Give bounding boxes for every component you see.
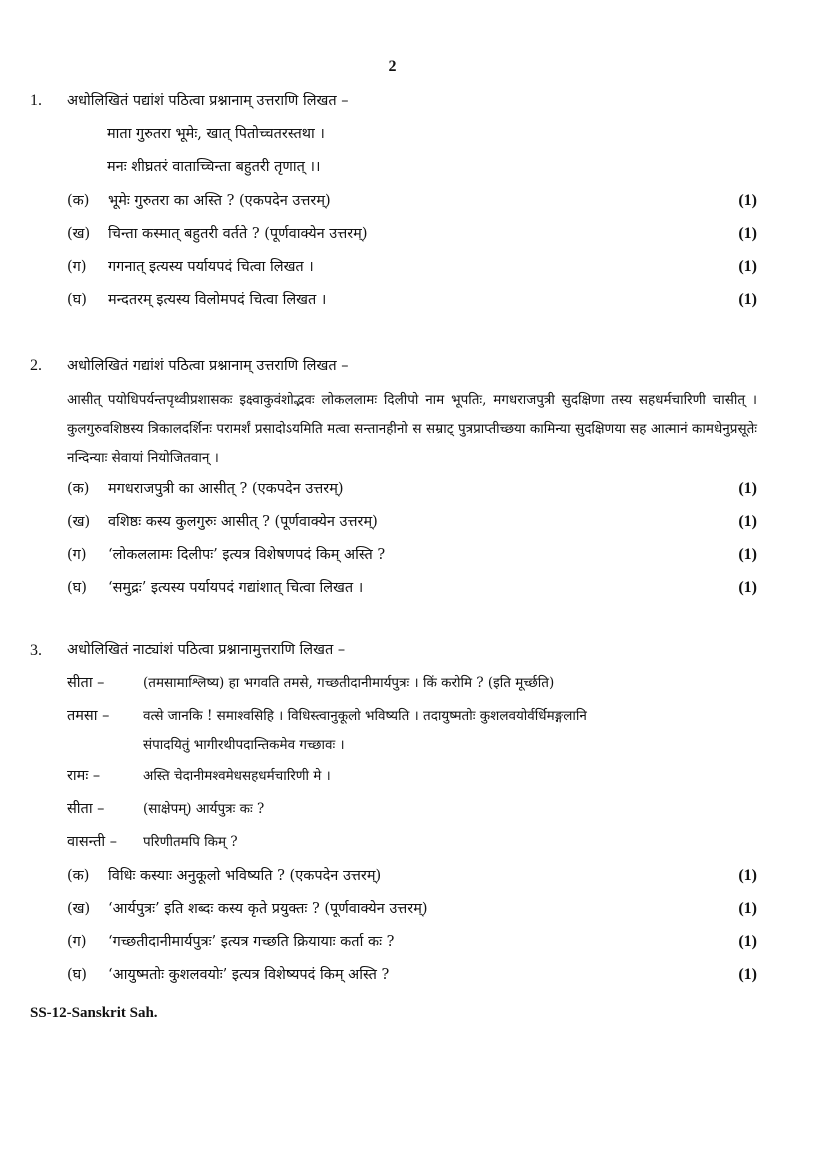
sub-text: ‘गच्छतीदानीमार्यपुत्रः’ इत्यत्र गच्छति क्रियायाः कर्ता कः ?	[108, 934, 395, 950]
marks: (1)	[738, 900, 757, 917]
sub-label: (घ)	[67, 580, 87, 596]
marks: (1)	[738, 867, 757, 884]
question-3-number: 3.	[30, 642, 42, 659]
dialogue-line: वत्से जानकि ! समाश्वसिहि । विधिस्त्वानुकूलो भविष्यति । तदायुष्मतोः कुशलवयोर्वर्धिमङ्गलानि	[143, 708, 587, 724]
marks: (1)	[738, 192, 757, 209]
sub-label: (ग)	[67, 547, 87, 563]
verse-line-1: माता गुरुतरा भूमेः, खात् पितोच्चतरस्तथा ।	[107, 126, 325, 142]
sub-label: (क)	[67, 193, 90, 209]
dialogue-line: (तमसामाश्लिष्य) हा भगवति तमसे, गच्छतीदानीमार्यपुत्रः । किं करोमि ? (इति मूर्च्छति)	[143, 675, 555, 691]
sub-label: (क)	[67, 868, 90, 884]
sub-label: (ख)	[67, 901, 91, 917]
sub-text: मन्दतरम् इत्यस्य विलोमपदं चित्वा लिखत ।	[108, 292, 327, 308]
sub-text: ‘आयुष्मतोः कुशलवयोः’ इत्यत्र विशेष्यपदं किम् अस्ति ?	[108, 967, 390, 983]
sub-text: गगनात् इत्यस्य पर्यायपदं चित्वा लिखत ।	[108, 259, 314, 275]
question-3-instruction: अधोलिखितं नाट्यांशं पठित्वा प्रश्नानामुत्तराणि लिखत –	[67, 642, 346, 658]
marks: (1)	[738, 513, 757, 530]
speaker: सीता –	[67, 801, 105, 817]
sub-label: (घ)	[67, 967, 87, 983]
sub-text: ‘समुद्रः’ इत्यस्य पर्यायपदं गद्यांशात् चित्वा लिखत ।	[108, 580, 364, 596]
marks: (1)	[738, 966, 757, 983]
sub-text: मगधराजपुत्री का आसीत् ? (एकपदेन उत्तरम्)	[108, 481, 344, 497]
sub-label: (घ)	[67, 292, 87, 308]
sub-label: (क)	[67, 481, 90, 497]
marks: (1)	[738, 225, 757, 242]
page-number: 2	[388, 58, 397, 75]
dialogue-line: अस्ति चेदानीमश्वमेधसहधर्मचारिणी मे ।	[143, 768, 331, 784]
question-2-instruction: अधोलिखितं गद्यांशं पठित्वा प्रश्नानाम् उत्तराणि लिखत –	[67, 358, 349, 374]
sub-text: भूमेः गुरुतरा का अस्ति ? (एकपदेन उत्तरम्)	[108, 193, 331, 209]
sub-text: चिन्ता कस्मात् बहुतरी वर्तते ? (पूर्णवाक्येन उत्तरम्)	[108, 226, 368, 242]
dialogue-line: परिणीतमपि किम् ?	[143, 834, 238, 850]
sub-label: (ग)	[67, 259, 87, 275]
question-2-passage: आसीत् पयोधिपर्यन्तपृथ्वीप्रशासकः इक्ष्वाकुवंशोद्भवः लोकललामः दिलीपो नाम भूपतिः, मगधराजपुत्री सुदक्षिणा तस्य सहधर्मचारिणी चासीत् । कुलगुरुवशिष्ठस्य त्रिकालदर्शिनः परामर्शं प्रसादोऽयमिति मत्वा सन्तानहीनो स सम्राट् पुत्रप्राप्तीच्छया कामिन्या सुदक्षिणया सह आत्मानं कामधेनुप्रसूतेः नन्दिन्याः सेवायां नियोजितवान् ।	[67, 392, 757, 466]
marks: (1)	[738, 258, 757, 275]
sub-text: ‘आर्यपुत्रः’ इति शब्दः कस्य कृते प्रयुक्तः ? (पूर्णवाक्येन उत्तरम्)	[108, 901, 428, 917]
speaker: सीता –	[67, 675, 105, 691]
marks: (1)	[738, 480, 757, 497]
sub-label: (ख)	[67, 226, 91, 242]
sub-text: ‘लोकललामः दिलीपः’ इत्यत्र विशेषणपदं किम् अस्ति ?	[108, 547, 386, 563]
question-1-number: 1.	[30, 92, 42, 109]
sub-text: वशिष्ठः कस्य कुलगुरुः आसीत् ? (पूर्णवाक्येन उत्तरम्)	[108, 514, 378, 530]
marks: (1)	[738, 933, 757, 950]
speaker: रामः –	[67, 768, 101, 784]
speaker: वासन्ती –	[67, 834, 117, 850]
speaker: तमसा –	[67, 708, 110, 724]
dialogue-line: (साक्षेपम्) आर्यपुत्रः कः ?	[143, 801, 265, 817]
marks: (1)	[738, 291, 757, 308]
sub-label: (ख)	[67, 514, 91, 530]
sub-text: विधिः कस्याः अनुकूलो भविष्यति ? (एकपदेन उत्तरम्)	[108, 868, 382, 884]
question-2-number: 2.	[30, 357, 42, 374]
marks: (1)	[738, 579, 757, 596]
footer-code: SS-12-Sanskrit Sah.	[30, 1005, 158, 1021]
question-1-instruction: अधोलिखितं पद्यांशं पठित्वा प्रश्नानाम् उत्तराणि लिखत –	[67, 93, 349, 109]
verse-line-2: मनः शीघ्रतरं वाताच्चिन्ता बहुतरी तृणात् ।।	[107, 159, 321, 175]
sub-label: (ग)	[67, 934, 87, 950]
dialogue-line: संपादयितुं भागीरथीपदान्तिकमेव गच्छावः ।	[143, 737, 345, 753]
marks: (1)	[738, 546, 757, 563]
